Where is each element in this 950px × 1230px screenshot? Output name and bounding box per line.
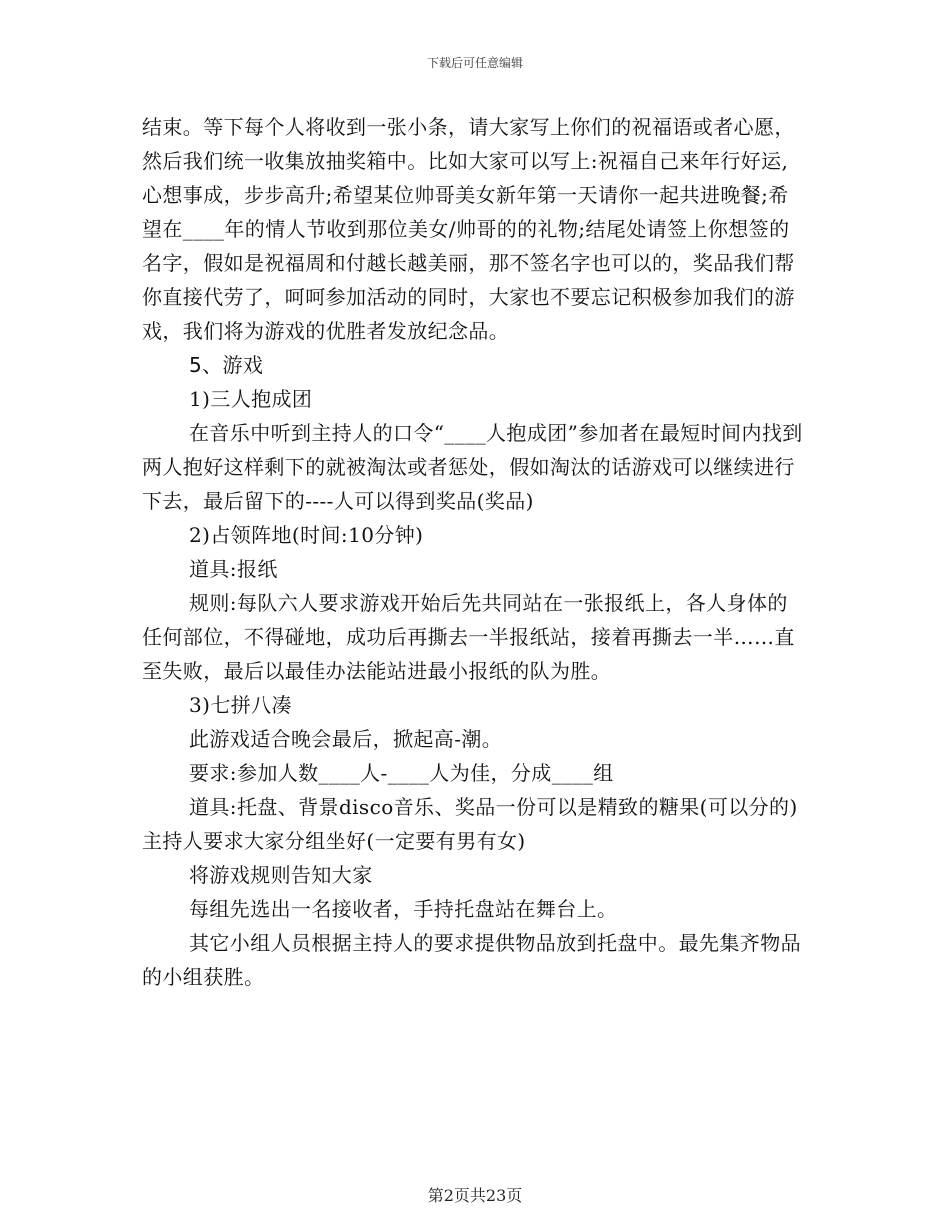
- document-body: [142, 110, 808, 994]
- page-header: 下载后可任意编辑: [426, 56, 523, 70]
- paragraph-collect-announce: 将游戏规则告知大家: [189, 863, 373, 887]
- paragraph-hug-rules: 在音乐中听到主持人的口令“____人抱成团”参加者在最短时间内找到两人抱好这样剩下的就被淘汰或者惩处，假如淘汰的话游戏可以继续进行下去，最后留下的----人可以得到奖品(奖品): [142, 421, 803, 513]
- game-title-territory: 2)占领阵地(时间:10分钟): [189, 523, 424, 547]
- paragraph-wishes: 结束。等下每个人将收到一张小条，请大家写上你们的祝福语或者心愿，然后我们统一收集放抽奖箱中。比如大家可以写上:祝福自己来年行好运,心想事成，步步高升;希望某位帅哥美女新年第一天请你一起共进晚餐;希望在____年的情人节收到那位美女/帅哥的的礼物;结尾处请签上你想签的名字，假如是祝福周和付越长越美丽，那不签名字也可以的，奖品我们帮你直接代劳了，呵呵参加活动的同时，大家也不要忘记积极参加我们的游戏，我们将为游戏的优胜者发放纪念品。: [142, 115, 795, 343]
- paragraph-collect-winner: 其它小组人员根据主持人的要求提供物品放到托盘中。最先集齐物品的小组获胜。: [142, 931, 801, 989]
- paragraph-collect-props: 道具:托盘、背景disco音乐、奖品一份可以是精致的糖果(可以分的)主持人要求大家分组坐好(一定要有男有女): [142, 795, 798, 853]
- paragraph-collect-requirements: 要求:参加人数____人-____人为佳，分成____组: [189, 761, 614, 785]
- section-heading-games: 5、游戏: [189, 353, 264, 377]
- game-title-hug: 1)三人抱成团: [189, 387, 313, 411]
- paragraph-territory-rules: 规则:每队六人要求游戏开始后先共同站在一张报纸上，各人身体的任何部位，不得碰地，成功后再撕去一半报纸站，接着再撕去一半……直至失败，最后以最佳办法能站进最小报纸的队为胜。: [142, 591, 795, 683]
- page-number: 第2页共23页: [427, 1186, 523, 1205]
- paragraph-collect-intro: 此游戏适合晚会最后，掀起高-潮。: [189, 727, 503, 751]
- game-title-collect: 3)七拼八凑: [189, 693, 292, 717]
- paragraph-collect-receiver: 每组先选出一名接收者，手持托盘站在舞台上。: [189, 897, 618, 921]
- paragraph-territory-props: 道具:报纸: [189, 557, 278, 581]
